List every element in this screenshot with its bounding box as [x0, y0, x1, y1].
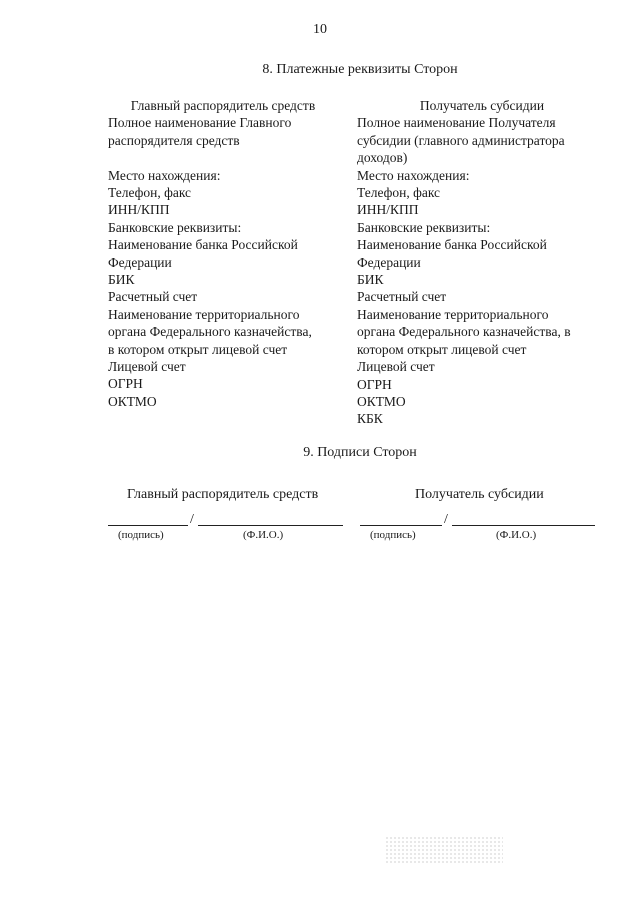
right-field: органа Федерального казначейства, в: [357, 324, 571, 340]
left-field: распорядителя средств: [108, 132, 240, 148]
name-blank: [198, 525, 343, 526]
separator-slash: /: [190, 512, 194, 527]
left-field: БИК: [108, 272, 135, 288]
right-field: ОКТМО: [357, 393, 406, 409]
right-field: Лицевой счет: [357, 359, 435, 375]
right-field: Наименование территориального: [357, 306, 549, 322]
faint-stamp: [385, 836, 503, 864]
right-signatory-heading: Получатель субсидии: [415, 487, 544, 502]
left-column-heading: Главный распорядитель средств: [130, 98, 316, 113]
left-field: в котором открыт лицевой счет: [108, 341, 288, 357]
left-field: ОКТМО: [108, 393, 157, 409]
left-name-caption: (Ф.И.О.): [243, 529, 284, 541]
left-field: ИНН/КПП: [108, 202, 170, 218]
separator-slash: /: [444, 512, 448, 527]
left-signature-line: [108, 508, 343, 526]
left-field: Банковские реквизиты:: [108, 219, 242, 235]
signature-blank: [360, 525, 442, 526]
left-signatory-heading: Главный распорядитель средств: [127, 487, 319, 502]
right-field: БИК: [357, 272, 384, 288]
right-field: доходов): [357, 150, 408, 166]
left-signature-caption: (подпись): [118, 529, 164, 541]
left-field: Наименование территориального: [108, 306, 300, 322]
right-signature-line: [360, 508, 595, 526]
page-number: 10: [313, 22, 327, 37]
left-field: Телефон, факс: [108, 185, 192, 201]
section-8-title: 8. Платежные реквизиты Сторон: [262, 62, 458, 77]
stamp-texture: [385, 836, 503, 864]
right-field: субсидии (главного администратора: [357, 132, 565, 148]
left-field: Место нахождения:: [108, 167, 221, 183]
right-field: ОГРН: [357, 376, 392, 392]
right-field: ИНН/КПП: [357, 202, 419, 218]
right-field: Федерации: [357, 254, 421, 270]
right-field: Банковские реквизиты:: [357, 219, 491, 235]
blank-gap: [108, 149, 348, 166]
right-field: Место нахождения:: [357, 167, 470, 183]
signature-blank: [108, 525, 188, 526]
section-9-title: 9. Подписи Сторон: [303, 445, 417, 460]
right-field: Телефон, факс: [357, 185, 441, 201]
right-signature-caption: (подпись): [370, 529, 416, 541]
right-field: Полное наименование Получателя: [357, 115, 556, 131]
right-column-heading: Получатель субсидии: [419, 98, 545, 113]
payment-details-right-column: [357, 97, 607, 428]
payment-details-left-column: [108, 97, 348, 410]
right-field: КБК: [357, 411, 383, 427]
left-field: Лицевой счет: [108, 359, 186, 375]
name-blank: [452, 525, 595, 526]
left-field: органа Федерального казначейства,: [108, 324, 312, 340]
right-field: Наименование банка Российской: [357, 237, 547, 253]
left-field: Федерации: [108, 254, 172, 270]
left-field: Наименование банка Российской: [108, 237, 298, 253]
left-field: Расчетный счет: [108, 289, 198, 305]
left-field: Полное наименование Главного: [108, 115, 292, 131]
right-field: Расчетный счет: [357, 289, 447, 305]
left-field: ОГРН: [108, 376, 143, 392]
right-field: котором открыт лицевой счет: [357, 341, 527, 357]
right-name-caption: (Ф.И.О.): [496, 529, 537, 541]
